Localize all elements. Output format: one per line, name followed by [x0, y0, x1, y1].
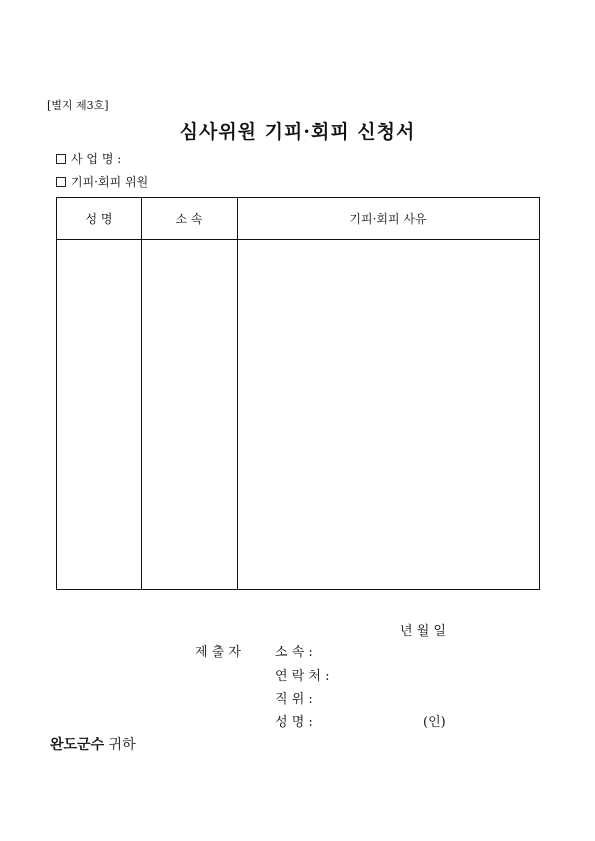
- recipient-honorific: 귀하: [104, 737, 136, 753]
- checkbox-square-icon[interactable]: [56, 154, 66, 164]
- document-title: 심사위원 기피·회피 신청서: [179, 121, 416, 143]
- header-name: 성 명: [85, 212, 113, 226]
- column-divider: [141, 198, 142, 589]
- reason-table: [56, 197, 540, 590]
- submitter-label: 제 출 자: [195, 645, 241, 660]
- submitter-position: 직 위 :: [275, 692, 313, 707]
- seal-mark: (인): [423, 715, 446, 730]
- checkbox-square-icon[interactable]: [56, 177, 66, 187]
- header-reason: 기피·회피 사유: [349, 212, 427, 226]
- submitter-contact: 연 락 처 :: [275, 669, 330, 684]
- business-name-row: [56, 150, 121, 167]
- committee-member-label: 기피·회피 위원: [71, 175, 149, 189]
- recipient-name: 완도군수: [50, 737, 105, 753]
- date-line: 년 월 일: [400, 624, 446, 639]
- header-affiliation: 소 속: [175, 212, 203, 226]
- submitter-name: 성 명 :: [275, 715, 313, 730]
- submitter-affiliation: 소 속 :: [275, 645, 313, 660]
- column-divider: [237, 198, 238, 589]
- header-divider: [57, 239, 539, 240]
- form-number: [별지 제3호]: [47, 99, 109, 112]
- recipient: [50, 734, 136, 754]
- business-name-label: 사 업 명 :: [71, 152, 122, 166]
- committee-member-row: [56, 173, 148, 190]
